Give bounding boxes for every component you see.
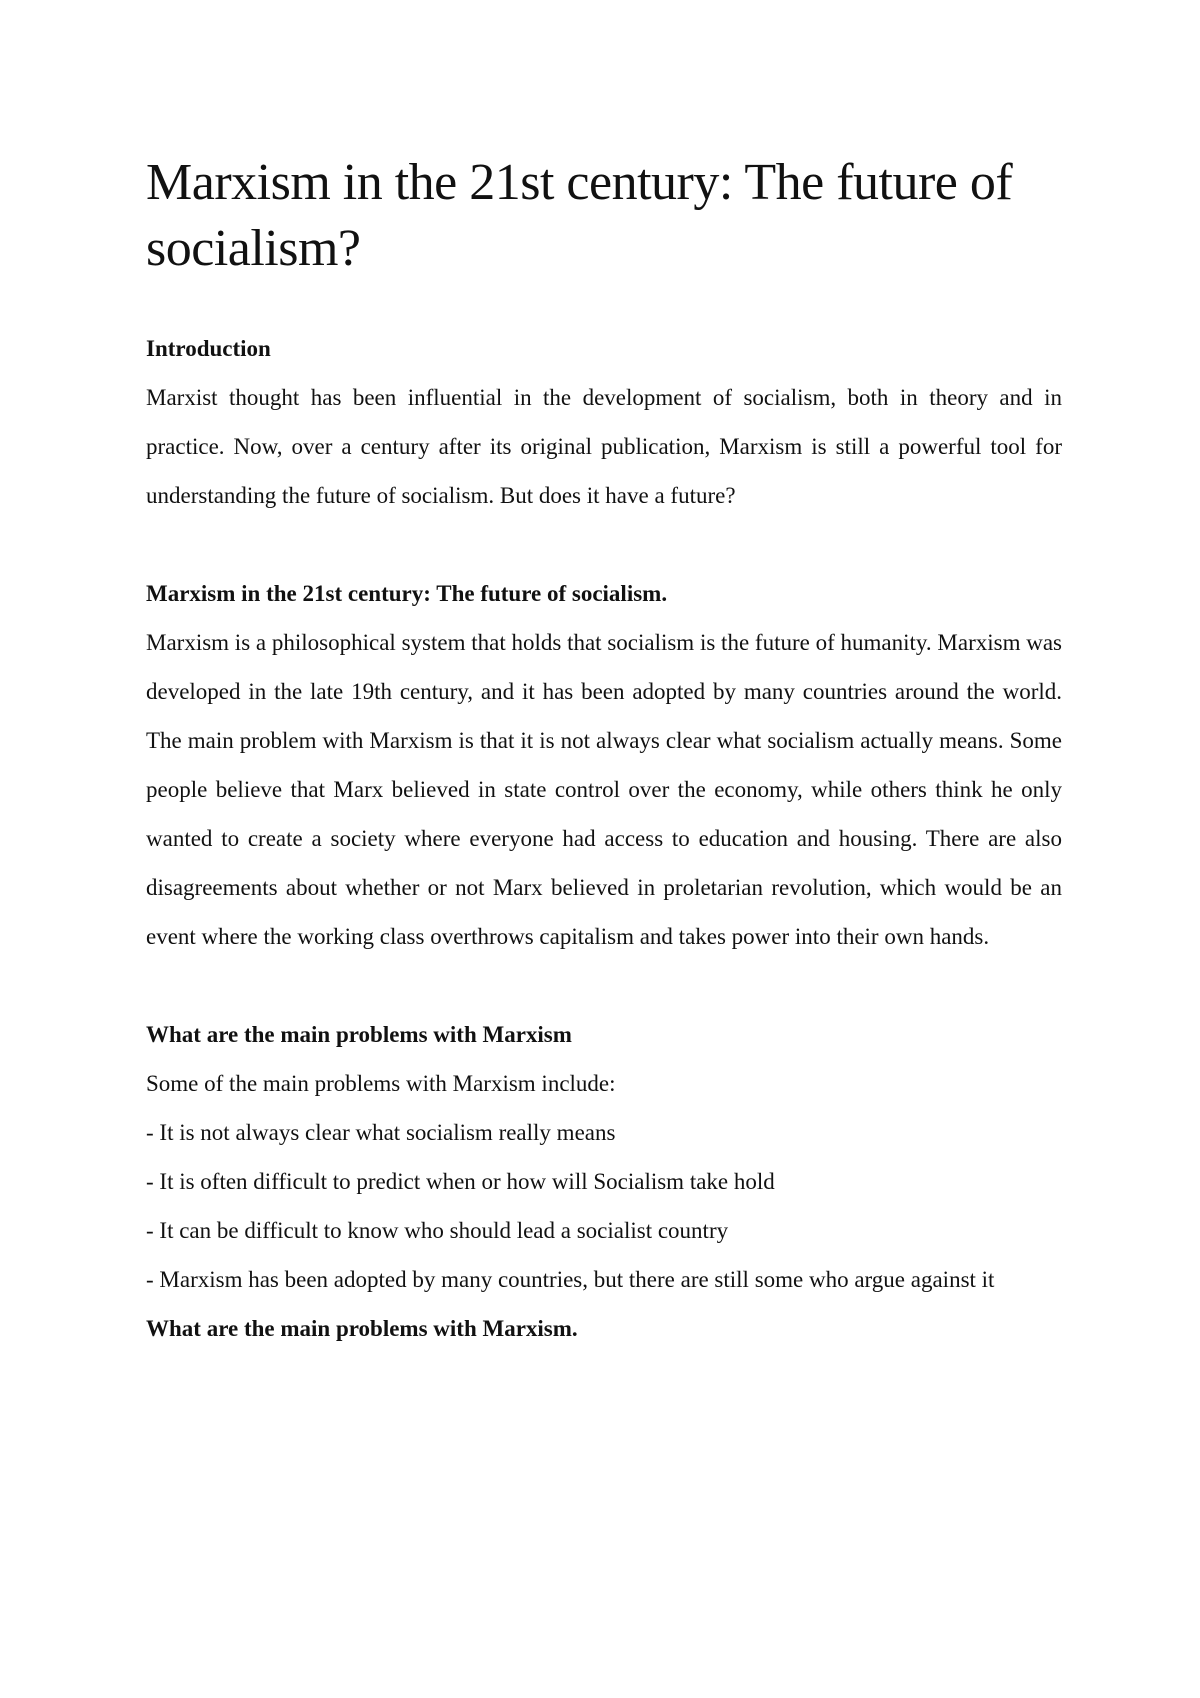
spacer (146, 520, 1062, 569)
spacer (146, 282, 1062, 324)
spacer (146, 961, 1062, 1010)
document-title: Marxism in the 21st century: The future of socialism? (146, 154, 1013, 277)
closing-heading: What are the main problems with Marxism. (146, 1316, 578, 1341)
section-heading-main: Marxism in the 21st century: The future of socialism. (146, 581, 668, 606)
document-page (146, 150, 1062, 1353)
list-item: - It is often difficult to predict when or how will Socialism take hold (146, 1169, 775, 1194)
list-item: - Marxism has been adopted by many countries, but there are still some who argue against it (146, 1267, 995, 1292)
section-heading-problems: What are the main problems with Marxism (146, 1022, 572, 1047)
section-heading-introduction: Introduction (146, 336, 271, 361)
list-item: - It can be difficult to know who should lead a socialist country (146, 1218, 729, 1243)
main-paragraph: Marxism is a philosophical system that holds that socialism is the future of humanity. Marxism was developed in the late 19th century, and it has been adopted by many countries around the world. The main problem with Marxism is that it is not always clear what socialism actually means. Some people believe that Marx believed in state control over the economy, while others think he only wanted to create a society where everyone had access to education and housing. There are also disagreements about whether or not Marx believed in proletarian revolution, which would be an event where the working class overthrows capitalism and takes power into their own hands. (146, 630, 1062, 949)
introduction-paragraph: Marxist thought has been influential in the development of socialism, both in theory and in practice. Now, over a century after its original publication, Marxism is still a powerful tool for understanding the future of socialism. But does it have a future? (146, 385, 1062, 508)
problems-intro: Some of the main problems with Marxism include: (146, 1071, 616, 1096)
list-item: - It is not always clear what socialism really means (146, 1120, 616, 1145)
